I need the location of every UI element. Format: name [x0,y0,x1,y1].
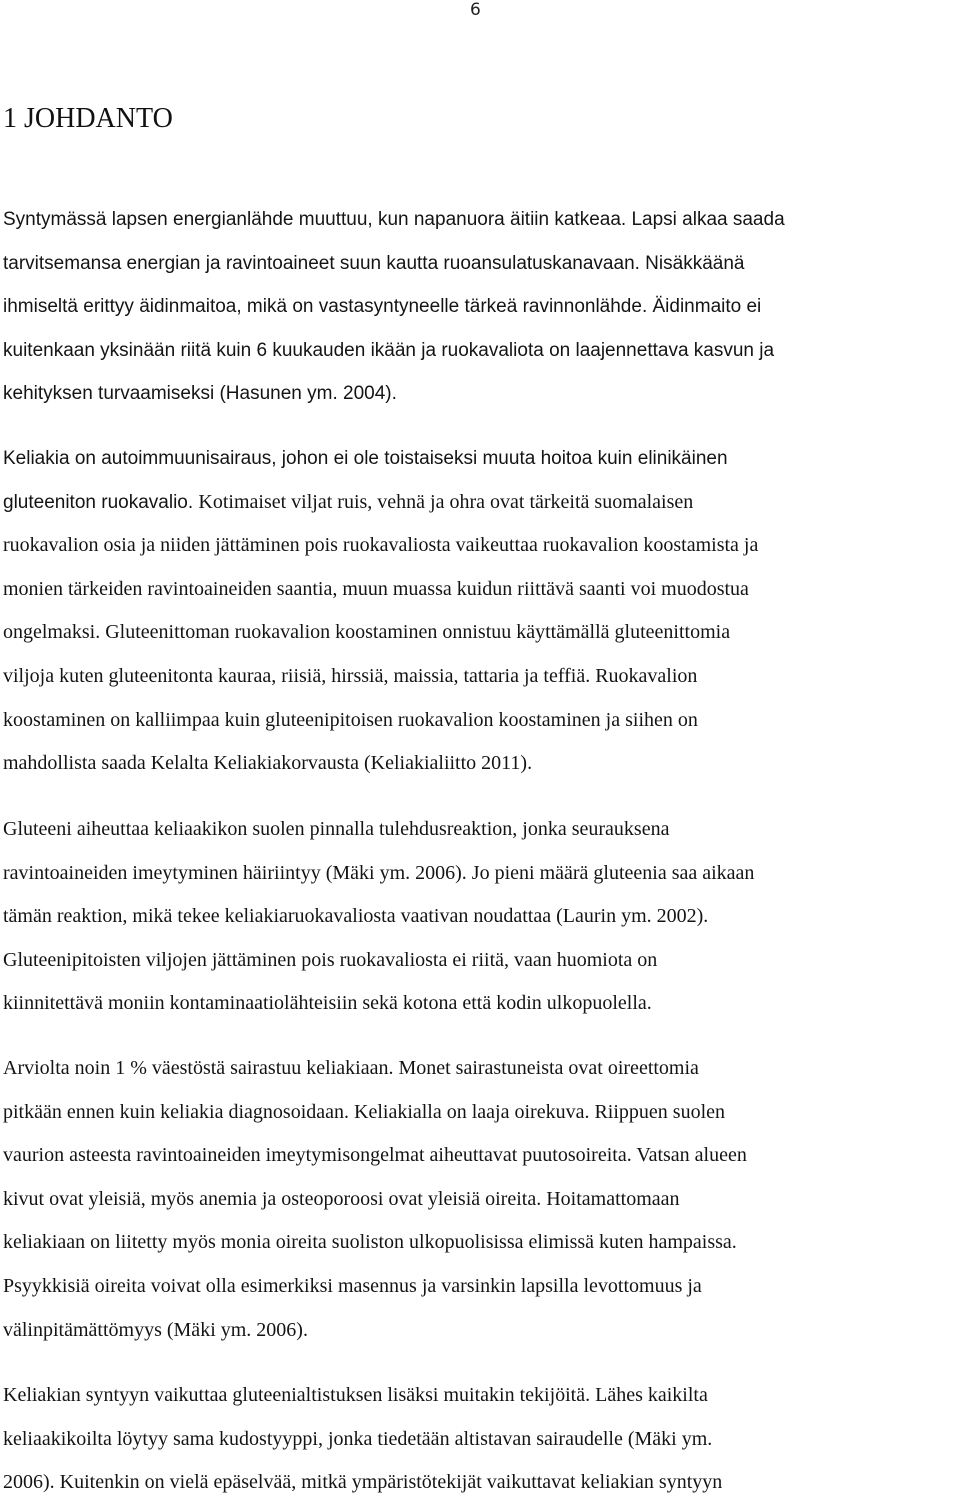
page-number: 6 [470,0,481,20]
text-line: kiinnitettävä moniin kontaminaatiolähteisiin sekä kotona että kodin ulkopuolella. [3,992,652,1015]
paragraph-4 [3,1047,960,1352]
text-line: keliakiaan on liitetty myös monia oireita suoliston ulkopuolisissa elimissä kuten hampaissa. [3,1231,737,1254]
text-line: Syntymässä lapsen energianlähde muuttuu, kun napanuora äitiin katkeaa. Lapsi alkaa saada [3,209,785,230]
text-line: vaurion asteesta ravintoaineiden imeytymisongelmat aiheuttavat puutosoireita. Vatsan alueen [3,1144,747,1167]
text-line: koostaminen on kalliimpaa kuin gluteenipitoisen ruokavalion koostaminen ja siihen on [3,708,698,731]
text-run: Kotimaiset viljat ruis, vehnä ja ohra ovat tärkeitä suomalaisen [198,490,694,513]
text-run: gluteeniton ruokavalio. [3,491,199,513]
text-line: pitkään ennen kuin keliakia diagnosoidaan. Keliakialla on laaja oirekuva. Riippuen suolen [3,1100,726,1123]
paragraph-3 [3,808,960,1026]
text-line: kehityksen turvaamiseksi (Hasunen ym. 2004). [3,383,397,405]
text-line: Keliakian syntyyn vaikuttaa gluteenialtistuksen lisäksi muitakin tekijöitä. Lähes kaikilta [3,1384,708,1406]
text-line: tämän reaktion, mikä tekee keliakiaruokavaliosta vaativan noudattaa (Laurin ym. 2002). [3,905,709,928]
paragraph-2 [3,437,960,786]
text-line-mixed [3,481,960,525]
text-line: 2006). Kuitenkin on vielä epäselvää, mitkä ympäristötekijät vaikuttavat keliakian syntyyn [3,1471,723,1494]
text-line: kuitenkaan yksinään riitä kuin 6 kuukauden ikään ja ruokavaliota on laajennettava kasvun ja [3,339,775,361]
text-line: ruokavalion osia ja niiden jättäminen pois ruokavaliosta vaikeuttaa ruokavalion koostamista ja [3,534,759,557]
text-line: viljoja kuten gluteenitonta kauraa, riisiä, hirssiä, maissia, tattaria ja teffiä. Ruokavalion [3,664,698,687]
text-line: Arviolta noin 1 % väestöstä sairastuu keliakiaan. Monet sairastuneista ovat oireettomia [3,1057,699,1079]
text-line: ihmiseltä erittyy äidinmaitoa, mikä on vastasyntyneelle tärkeä ravinnonlähde. Äidinmaito ei [3,296,762,318]
text-line: Psyykkisiä oireita voivat olla esimerkiksi masennus ja varsinkin lapsilla levottomuus ja [3,1274,702,1297]
text-line: Keliakia on autoimmuunisairaus, johon ei ole toistaiseksi muuta hoitoa kuin elinikäinen [3,448,728,469]
text-line: Gluteeni aiheuttaa keliaakikon suolen pinnalla tulehdusreaktion, jonka seurauksena [3,818,670,840]
text-line: kivut ovat yleisiä, myös anemia ja osteoporoosi ovat yleisiä oireita. Hoitamattomaan [3,1187,680,1210]
paragraph-5 [3,1374,960,1499]
text-line: tarvitsemansa energian ja ravintoaineet suun kautta ruoansulatuskanavaan. Nisäkkäänä [3,252,745,274]
text-line: Gluteenipitoisten viljojen jättäminen pois ruokavaliosta ei riitä, vaan huomiota on [3,948,658,971]
text-line: välinpitämättömyys (Mäki ym. 2006). [3,1318,308,1341]
text-line: monien tärkeiden ravintoaineiden saantia, muun muassa kuidun riittävä saanti voi muodostua [3,577,749,600]
paragraph-1 [3,198,960,416]
text-line: mahdollista saada Kelalta Keliakiakorvausta (Keliakialiitto 2011). [3,752,533,775]
text-line: ravintoaineiden imeytyminen häiriintyy (Mäki ym. 2006). Jo pieni määrä gluteenia saa aikaan [3,861,755,884]
text-line: ongelmaksi. Gluteenittoman ruokavalion koostaminen onnistuu käyttämällä gluteenittomia [3,621,731,644]
text-line: keliaakikoilta löytyy sama kudostyyppi, jonka tiedetään altistavan sairaudelle (Mäki ym. [3,1427,713,1450]
section-heading: 1 JOHDANTO [3,103,173,134]
